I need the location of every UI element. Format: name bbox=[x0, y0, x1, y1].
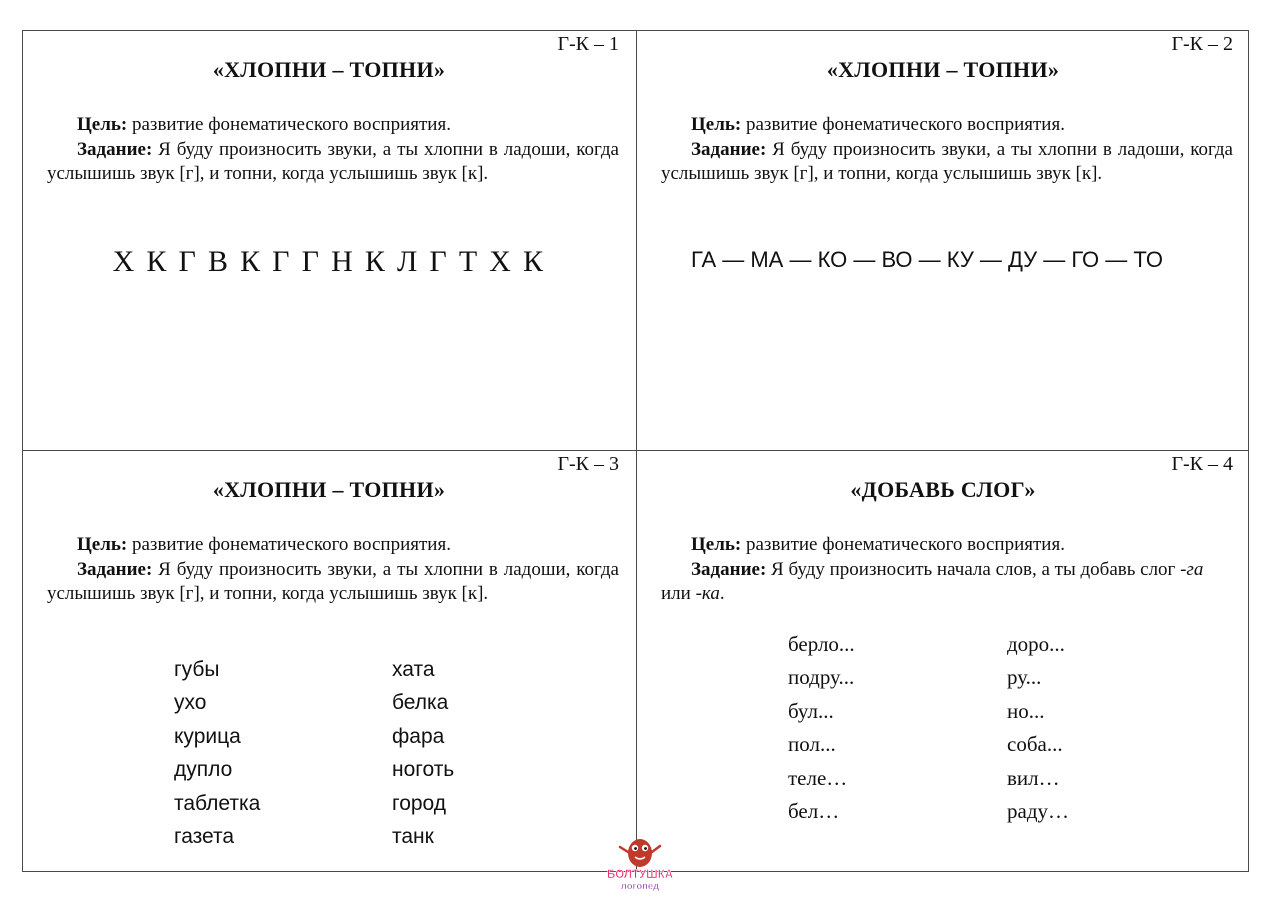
task-text: Я буду произносить начала слов, а ты добавь слог bbox=[766, 558, 1181, 580]
task-text: Я буду произносить звуки, а ты хлопни в ладоши, когда услышишь звук [г], и топни, когда услышишь звук [к]. bbox=[661, 138, 1233, 184]
syllable-sequence: ГА — МА — КО — ВО — КУ — ДУ — ГО — ТО bbox=[691, 247, 1163, 272]
card-3 bbox=[23, 451, 635, 870]
task-end: . bbox=[719, 583, 725, 604]
task-line bbox=[661, 558, 1233, 607]
goal-label: Цель: bbox=[691, 114, 742, 135]
card-description bbox=[47, 533, 619, 607]
word-item: бул... bbox=[788, 698, 834, 723]
word-item: хата bbox=[392, 658, 435, 681]
task-label: Задание: bbox=[691, 138, 767, 160]
card-description bbox=[661, 533, 1233, 607]
word-item: фара bbox=[392, 724, 445, 748]
word-item: соба... bbox=[1007, 732, 1063, 757]
card-1 bbox=[23, 31, 635, 450]
card-description bbox=[47, 113, 619, 187]
word-item: курица bbox=[174, 724, 241, 748]
word-column-right bbox=[392, 653, 454, 853]
card-4 bbox=[637, 451, 1249, 870]
card-code: Г-К – 2 bbox=[1171, 33, 1233, 55]
word-item: доро... bbox=[1007, 632, 1065, 656]
word-item: ру... bbox=[1007, 665, 1042, 690]
word-column-left bbox=[788, 628, 855, 828]
card-title: «ХЛОПНИ – ТОПНИ» bbox=[826, 57, 1060, 82]
task-text: Я буду произносить звуки, а ты хлопни в ладоши, когда услышишь звук [г], и топни, когда услышишь звук [к]. bbox=[47, 138, 619, 184]
word-item: губы bbox=[174, 658, 220, 681]
goal-text: развитие фонематического восприятия. bbox=[127, 114, 451, 135]
task-or: или bbox=[661, 583, 696, 604]
word-item: город bbox=[392, 791, 447, 815]
word-item: ухо bbox=[174, 691, 207, 715]
goal-line bbox=[47, 113, 619, 138]
word-item: таблетка bbox=[174, 791, 261, 815]
task-text: Я буду произносить звуки, а ты хлопни в ладоши, когда услышишь звук [г], и топни, когда услышишь звук [к]. bbox=[47, 558, 619, 604]
svg-text:БОЛТУШКА: БОЛТУШКА bbox=[606, 869, 674, 881]
word-item: теле… bbox=[788, 765, 848, 790]
card-code: Г-К – 4 bbox=[1171, 453, 1233, 475]
goal-line bbox=[47, 533, 619, 558]
goal-label: Цель: bbox=[77, 534, 128, 555]
card-code: Г-К – 3 bbox=[557, 453, 619, 475]
task-line bbox=[661, 138, 1233, 187]
word-item: берло... bbox=[788, 632, 855, 656]
goal-text: развитие фонематического восприятия. bbox=[127, 534, 451, 555]
goal-text: развитие фонематического восприятия. bbox=[741, 534, 1065, 555]
svg-text:логопед: логопед bbox=[620, 881, 660, 892]
word-item: раду… bbox=[1007, 798, 1070, 823]
goal-label: Цель: bbox=[691, 534, 742, 555]
goal-label: Цель: bbox=[77, 114, 128, 135]
card-title: «ХЛОПНИ – ТОПНИ» bbox=[212, 477, 446, 502]
task-line bbox=[47, 138, 619, 187]
card-2 bbox=[637, 31, 1249, 450]
boltushka-logo-icon bbox=[598, 826, 682, 892]
word-item: бел… bbox=[788, 798, 840, 823]
word-item: пол... bbox=[788, 732, 836, 757]
word-item: газета bbox=[174, 824, 235, 848]
word-item: вил… bbox=[1007, 765, 1060, 790]
card-description bbox=[661, 113, 1233, 187]
syllable-ka: -ка bbox=[695, 583, 720, 604]
goal-text: развитие фонематического восприятия. bbox=[741, 114, 1065, 135]
word-item: дупло bbox=[174, 758, 233, 782]
task-label: Задание: bbox=[77, 138, 153, 160]
word-item: но... bbox=[1007, 698, 1045, 723]
word-item: белка bbox=[392, 691, 449, 715]
word-column-right bbox=[1007, 628, 1069, 828]
goal-line bbox=[661, 533, 1233, 558]
task-line bbox=[47, 558, 619, 607]
task-label: Задание: bbox=[691, 558, 767, 580]
goal-line bbox=[661, 113, 1233, 138]
card-title: «ДОБАВЬ СЛОГ» bbox=[850, 477, 1036, 502]
letter-sequence: Х К Г В К Г Г Н К Л Г Т Х К bbox=[112, 245, 546, 278]
word-item: подру... bbox=[788, 665, 855, 690]
task-label: Задание: bbox=[77, 558, 153, 580]
word-column-left bbox=[174, 653, 260, 853]
card-sheet bbox=[22, 30, 1249, 872]
card-title: «ХЛОПНИ – ТОПНИ» bbox=[212, 57, 446, 82]
card-code: Г-К – 1 bbox=[557, 33, 619, 55]
word-item: танк bbox=[392, 824, 434, 848]
word-item: ноготь bbox=[392, 758, 455, 782]
syllable-ga: -га bbox=[1180, 558, 1204, 580]
